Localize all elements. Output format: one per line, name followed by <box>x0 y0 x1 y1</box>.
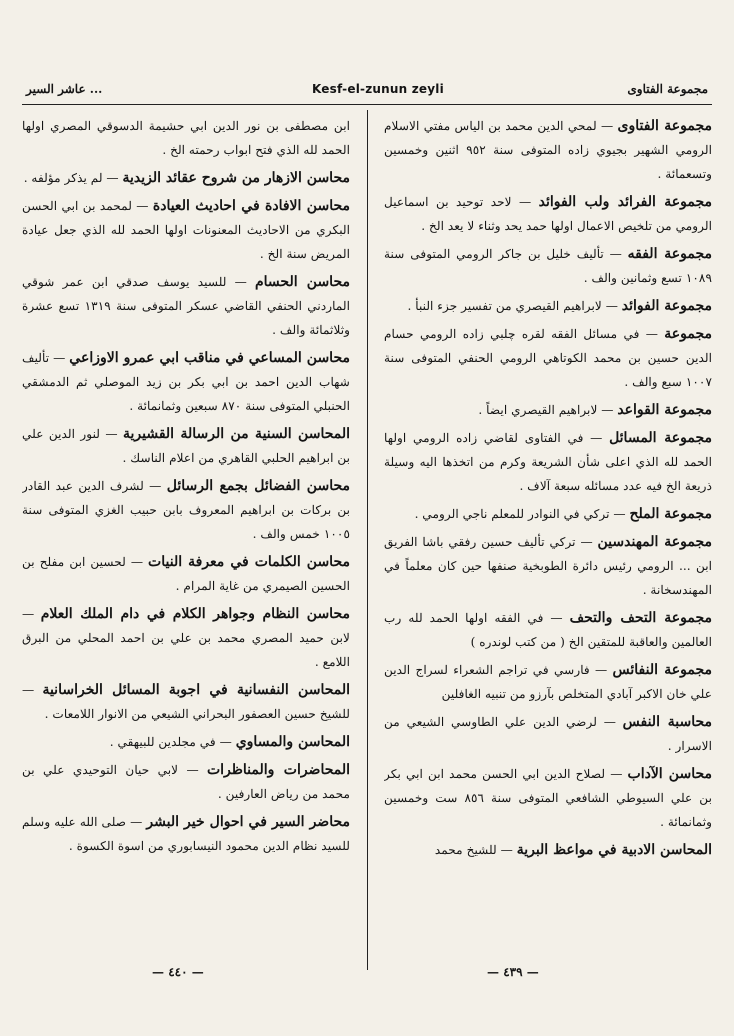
page-number-right: — ٤٣٩ — <box>487 965 539 979</box>
entry-title: مجموعة المسائل <box>609 430 712 446</box>
entry-body: — لنور الدين علي بن ابراهيم الحلبي القاهري من اعلام الناسك . <box>22 427 350 465</box>
entry <box>384 322 712 394</box>
entry <box>22 270 350 342</box>
entry <box>22 194 350 266</box>
entry-title: محاضر السير في احوال خير البشر <box>146 814 350 830</box>
entry-body: — لابن حميد المصري محمد بن علي بن احمد المحلي من البرق اللامع . <box>22 607 350 669</box>
header-center: Kesf-el-zunun zeyli <box>312 82 444 96</box>
entry-title: المحاسن السنية من الرسالة القشيرية <box>122 426 350 442</box>
entry <box>22 166 350 190</box>
entry-body: — في الفتاوى لقاضي زاده الرومي اولها الحمد لله الذي اعلى شأن الشريعة وكرم من اتخذها اليه وسيلة ذريعة الخ فيه عدد مسائله سبعة آلاف . <box>384 431 712 493</box>
entry <box>22 422 350 470</box>
entry-body: — تركي في النوادر للمعلم ناجي الرومي . <box>414 507 630 521</box>
entry-title: مجموعة القواعد <box>617 402 712 418</box>
book-page <box>22 70 712 1010</box>
entry-title: مجموعة الفتاوى <box>617 118 712 134</box>
entry-body: — لحسين ابن مفلح بن الحسين الصيمري من غاية المرام . <box>22 555 350 593</box>
entry <box>384 606 712 654</box>
entry-title: مجموعة الملح <box>629 506 712 522</box>
entry <box>22 730 350 754</box>
running-header <box>22 78 712 102</box>
entry <box>22 758 350 806</box>
entry-body: ابن مصطفى بن نور الدين ابي حشيمة الدسوقي المصري اولها الحمد لله الذي فتح ابواب رحمته الخ . <box>22 119 350 157</box>
entry <box>22 810 350 858</box>
entry-body: — صلى الله عليه وسلم للسيد نظام الدين محمود النيسابوري من اسوة الكسوة . <box>22 815 350 853</box>
entry <box>384 114 712 186</box>
column-divider <box>367 110 368 970</box>
entry <box>384 658 712 706</box>
entry <box>384 710 712 758</box>
entry-title: محاسن النظام وجواهر الكلام في دام الملك العلام <box>40 606 350 622</box>
entry-title: مجموعة <box>664 326 712 342</box>
entry-title: مجموعة الفقه <box>627 246 712 262</box>
entry-title: محاسبة النفس <box>622 714 712 730</box>
entry-title: مجموعة الفرائد ولب الفوائد <box>538 194 712 210</box>
entry-body: — لرضي الدين علي الطاوسي الشيعي من الاسرار . <box>384 715 712 753</box>
entry <box>384 502 712 526</box>
entry <box>22 602 350 674</box>
entry <box>22 114 350 162</box>
entry-body: — لاحد توحيد بن اسماعيل الرومي من تلخيص الاعمال اولها حمد يحد وثناء لا يعد الخ . <box>384 195 712 233</box>
entry-body: — لمحمد بن ابي الحسن البكري من الاحاديث المعنونات اولها الحمد لله الذي جعل عيادة المريض سنة الخ . <box>22 199 350 261</box>
entry <box>384 838 712 862</box>
entry-title: محاسن الكلمات في معرفة النيات <box>148 554 350 570</box>
entry-body: — لمحي الدين محمد بن الياس مفتي الاسلام الرومي الشهير بجيوي زاده المتوفى سنة ٩٥٢ اثنين وخمسين وتسعمائة . <box>384 119 712 181</box>
entry <box>22 474 350 546</box>
entry-title: مجموعة التحف والتحف <box>569 610 712 626</box>
entry-title: مجموعة المهندسين <box>597 534 712 550</box>
entry <box>22 550 350 598</box>
entry <box>22 346 350 418</box>
right-column <box>384 114 712 964</box>
entry-body: — تأليف خليل بن جاكر الرومي المتوفى سنة ١٠٨٩ تسع وثمانين والف . <box>384 247 712 285</box>
entry <box>384 190 712 238</box>
entry-body: — تركي تأليف حسين رفقي باشا الفريق ابن ... الرومي رئيس دائرة الطوبخية صنفها حين كان معلماً في المهندسخانة . <box>384 535 712 597</box>
entry-title: مجموعة النفائس <box>612 662 712 678</box>
entry-title: المحاضرات والمناظرات <box>206 762 350 778</box>
entry-body: — لصلاح الدين ابي الحسن محمد ابن ابي بكر بن علي السيوطي الشافعي المتوفى سنة ٨٥٦ ست وخمسين وثمانمائة . <box>384 767 712 829</box>
entry <box>384 426 712 498</box>
entry-title: محاسن الفضائل بجمع الرسائل <box>166 478 350 494</box>
entry-title: محاسن الآداب <box>627 766 712 782</box>
entry <box>384 398 712 422</box>
entry-body: — للشيخ حسين العصفور البحراني الشيعي من الانوار اللامعات . <box>22 683 350 721</box>
entry-body: — لابراهيم القيصري ايضاً . <box>478 403 618 417</box>
entry <box>384 762 712 834</box>
entry-title: المحاسن النفسانية في اجوبة المسائل الخراسانية <box>42 682 350 698</box>
entry <box>384 530 712 602</box>
entry-body: — للسيد يوسف صدقي ابن عمر شوقي الماردني الحنفي القاضي عسكر المتوفى سنة ١٣١٩ تسع عشرة وثلاثمائة والف . <box>22 275 350 337</box>
entry-title: محاسن المساعي في مناقب ابي عمرو الاوزاعي <box>69 350 350 366</box>
entry-title: محاسن الحسام <box>255 274 350 290</box>
entry-body: — في مجلدين للبيهقي . <box>109 735 236 749</box>
entry-title: محاسن الافادة في احاديث العيادة <box>152 198 350 214</box>
entry-title: مجموعة الفوائد <box>621 298 712 314</box>
entry-body: — تأليف شهاب الدين احمد بن ابي بكر بن زيد الموصلي ثم الدمشقي الحنبلي المتوفى سنة ٨٧٠ سبعين وثمانمائة . <box>22 351 350 413</box>
entry-body: — لابي حيان التوحيدي علي بن محمد من رياض العارفين . <box>22 763 350 801</box>
entry <box>384 294 712 318</box>
entry-body: — لابراهيم القيصري من تفسير جزء النبأ . <box>407 299 622 313</box>
entry-title: محاسن الازهار من شروح عقائد الزيدية <box>122 170 350 186</box>
header-right: مجموعة الفتاوى <box>627 82 708 96</box>
page-number-left: — ٤٤٠ — <box>152 965 204 979</box>
entry-title: المحاسن الادبية في مواعظ البرية <box>516 842 712 858</box>
left-column <box>22 114 350 964</box>
header-rule <box>22 104 712 105</box>
entry-title: المحاسن والمساوي <box>235 734 350 750</box>
entry-body: — لشرف الدين عبد القادر بن بركات بن ابراهيم المعروف بابن حبيب الغزي المتوفى سنة ١٠٠٥ خمس والف . <box>22 479 350 541</box>
entry-body: — في مسائل الفقه لقره چلبي زاده الرومي حسام الدين حسين بن محمد الكوتاهي الرومي الحنفي المتوفى سنة ١٠٠٧ سبع والف . <box>384 327 712 389</box>
entry <box>384 242 712 290</box>
entry-body: — لم يذكر مؤلفه . <box>23 171 123 185</box>
entry-body: — للشيخ محمد <box>434 843 517 857</box>
header-left: عاشر السير ... <box>26 82 103 96</box>
entry-body: — في الفقه اولها الحمد لله رب العالمين والعاقبة للمتقين الخ ( من كتب لوندره ) <box>384 611 712 649</box>
entry-body: — فارسي في تراجم الشعراء لسراج الدين علي خان الاكبر آبادي المتخلص بآرزو من تنبيه الغافلين <box>384 663 712 701</box>
entry <box>22 678 350 726</box>
